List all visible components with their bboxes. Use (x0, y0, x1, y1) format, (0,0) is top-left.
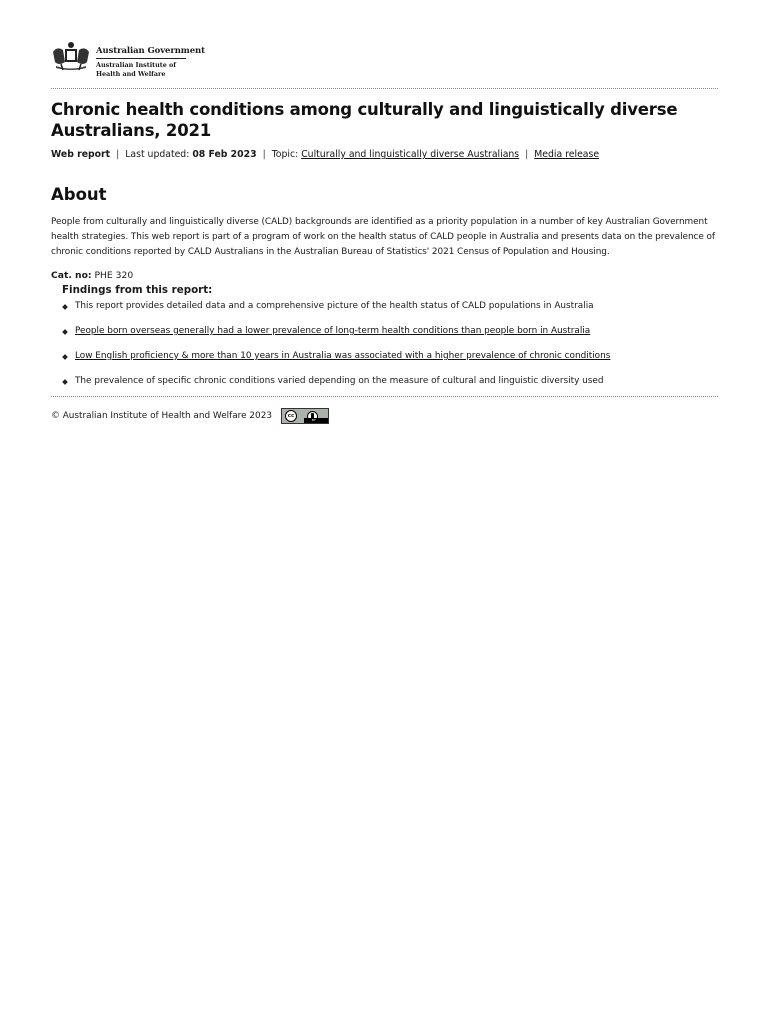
cat-label: Cat. no: (51, 270, 92, 281)
page-title: Chronic health conditions among culturally and linguistically diverse Australians, 2021 (51, 100, 678, 140)
org-name-line-2: Health and Welfare (96, 69, 166, 78)
findings-list (62, 300, 718, 388)
by-label: BY (312, 418, 316, 422)
header-divider (51, 88, 718, 89)
finding-text: This report provides detailed data and a comprehensive picture of the health status of CALD populations in Australia (75, 301, 594, 311)
last-updated-label: Last updated: (125, 149, 190, 160)
bullet-icon (62, 354, 68, 360)
list-item[interactable] (62, 350, 718, 363)
meta-separator: | (262, 149, 266, 160)
report-type: Web report (51, 149, 111, 160)
gov-title: Australian Government (96, 46, 186, 59)
list-item (62, 300, 718, 313)
list-item[interactable] (62, 325, 718, 338)
media-release-link[interactable]: Media release (534, 149, 600, 160)
bullet-icon (62, 379, 68, 385)
finding-text: The prevalence of specific chronic conditions varied depending on the measure of cultural and linguistic diversity used (75, 376, 604, 386)
footer (51, 408, 718, 424)
catalogue-number (51, 270, 718, 281)
cc-icon: cc (285, 410, 297, 422)
coat-of-arms-icon[interactable] (51, 40, 91, 72)
about-description: People from culturally and linguistically diverse (CALD) backgrounds are identified as a priority population in a number of key Australian Government health strategies. This web report is part of a program of work on the health status of CALD people in Australia and presents data on the prevalence of chronic conditions reported by CALD Australians in the Australian Bureau of Statistics' 2021 Census of Population and Housing. (51, 217, 716, 257)
org-name-line-1: Australian Institute of (96, 61, 176, 69)
meta-separator: | (116, 149, 120, 160)
last-updated-value: 08 Feb 2023 (192, 149, 257, 160)
page (51, 40, 718, 424)
footer-divider (51, 396, 718, 397)
finding-link[interactable]: People born overseas generally had a lower prevalence of long-term health conditions than people born in Australia (75, 326, 591, 336)
copyright-text: © Australian Institute of Health and Welfare 2023 (51, 411, 272, 421)
government-branding[interactable] (96, 46, 205, 78)
cat-value: PHE 320 (94, 270, 134, 281)
meta-separator: | (525, 149, 529, 160)
report-meta (51, 148, 718, 161)
findings-title: Findings from this report: (62, 284, 213, 296)
site-header (51, 40, 718, 88)
creative-commons-license-badge[interactable] (281, 408, 329, 424)
list-item (62, 375, 718, 388)
findings-section (62, 284, 718, 388)
bullet-icon (62, 329, 68, 335)
bullet-icon (62, 304, 68, 310)
topic-label: Topic: (271, 149, 299, 160)
about-heading: About (51, 185, 107, 204)
topic-link[interactable]: Culturally and linguistically diverse Australians (301, 149, 520, 160)
finding-link[interactable]: Low English proficiency & more than 10 years in Australia was associated with a higher prevalence of chronic conditions (75, 351, 611, 361)
by-label-strip (304, 418, 328, 423)
